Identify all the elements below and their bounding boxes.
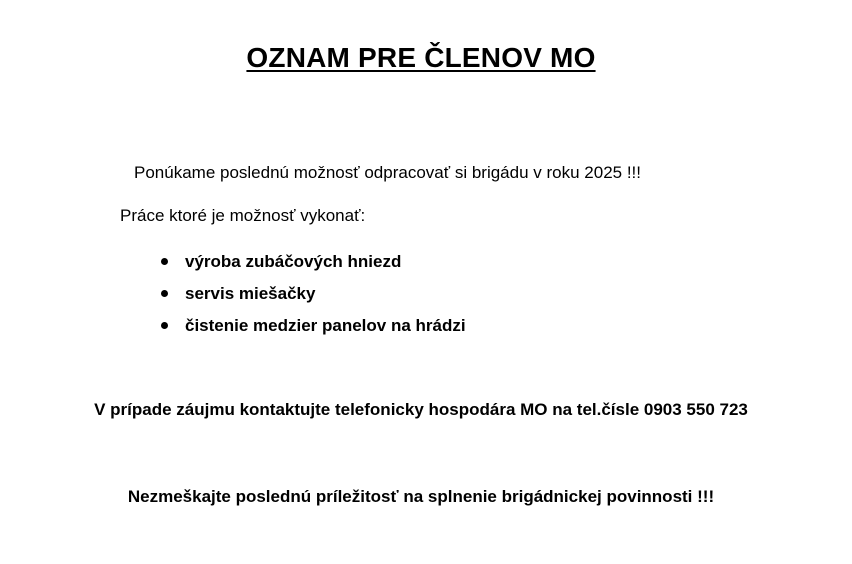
bullet-icon <box>161 322 168 329</box>
bullet-icon <box>161 290 168 297</box>
list-item-label: servis miešačky <box>185 284 316 303</box>
contact-text: V prípade záujmu kontaktujte telefonicky hospodára MO na tel.čísle 0903 550 723 <box>94 400 748 419</box>
page-title: OZNAM PRE ČLENOV MO <box>246 42 596 73</box>
closing-text: Nezmeškajte poslednú príležitosť na splnenie brigádnickej povinnosti !!! <box>127 487 715 506</box>
list-item-label: výroba zubáčových hniezd <box>185 252 402 271</box>
list-item <box>158 249 466 281</box>
list-item <box>158 313 466 345</box>
works-label: Práce ktoré je možnosť vykonať: <box>120 206 366 225</box>
works-list <box>158 249 466 345</box>
list-item-label: čistenie medzier panelov na hrádzi <box>185 316 466 335</box>
bullet-icon <box>161 258 168 265</box>
intro-text: Ponúkame poslednú možnosť odpracovať si brigádu v roku 2025 !!! <box>134 163 641 182</box>
list-item <box>158 281 466 313</box>
